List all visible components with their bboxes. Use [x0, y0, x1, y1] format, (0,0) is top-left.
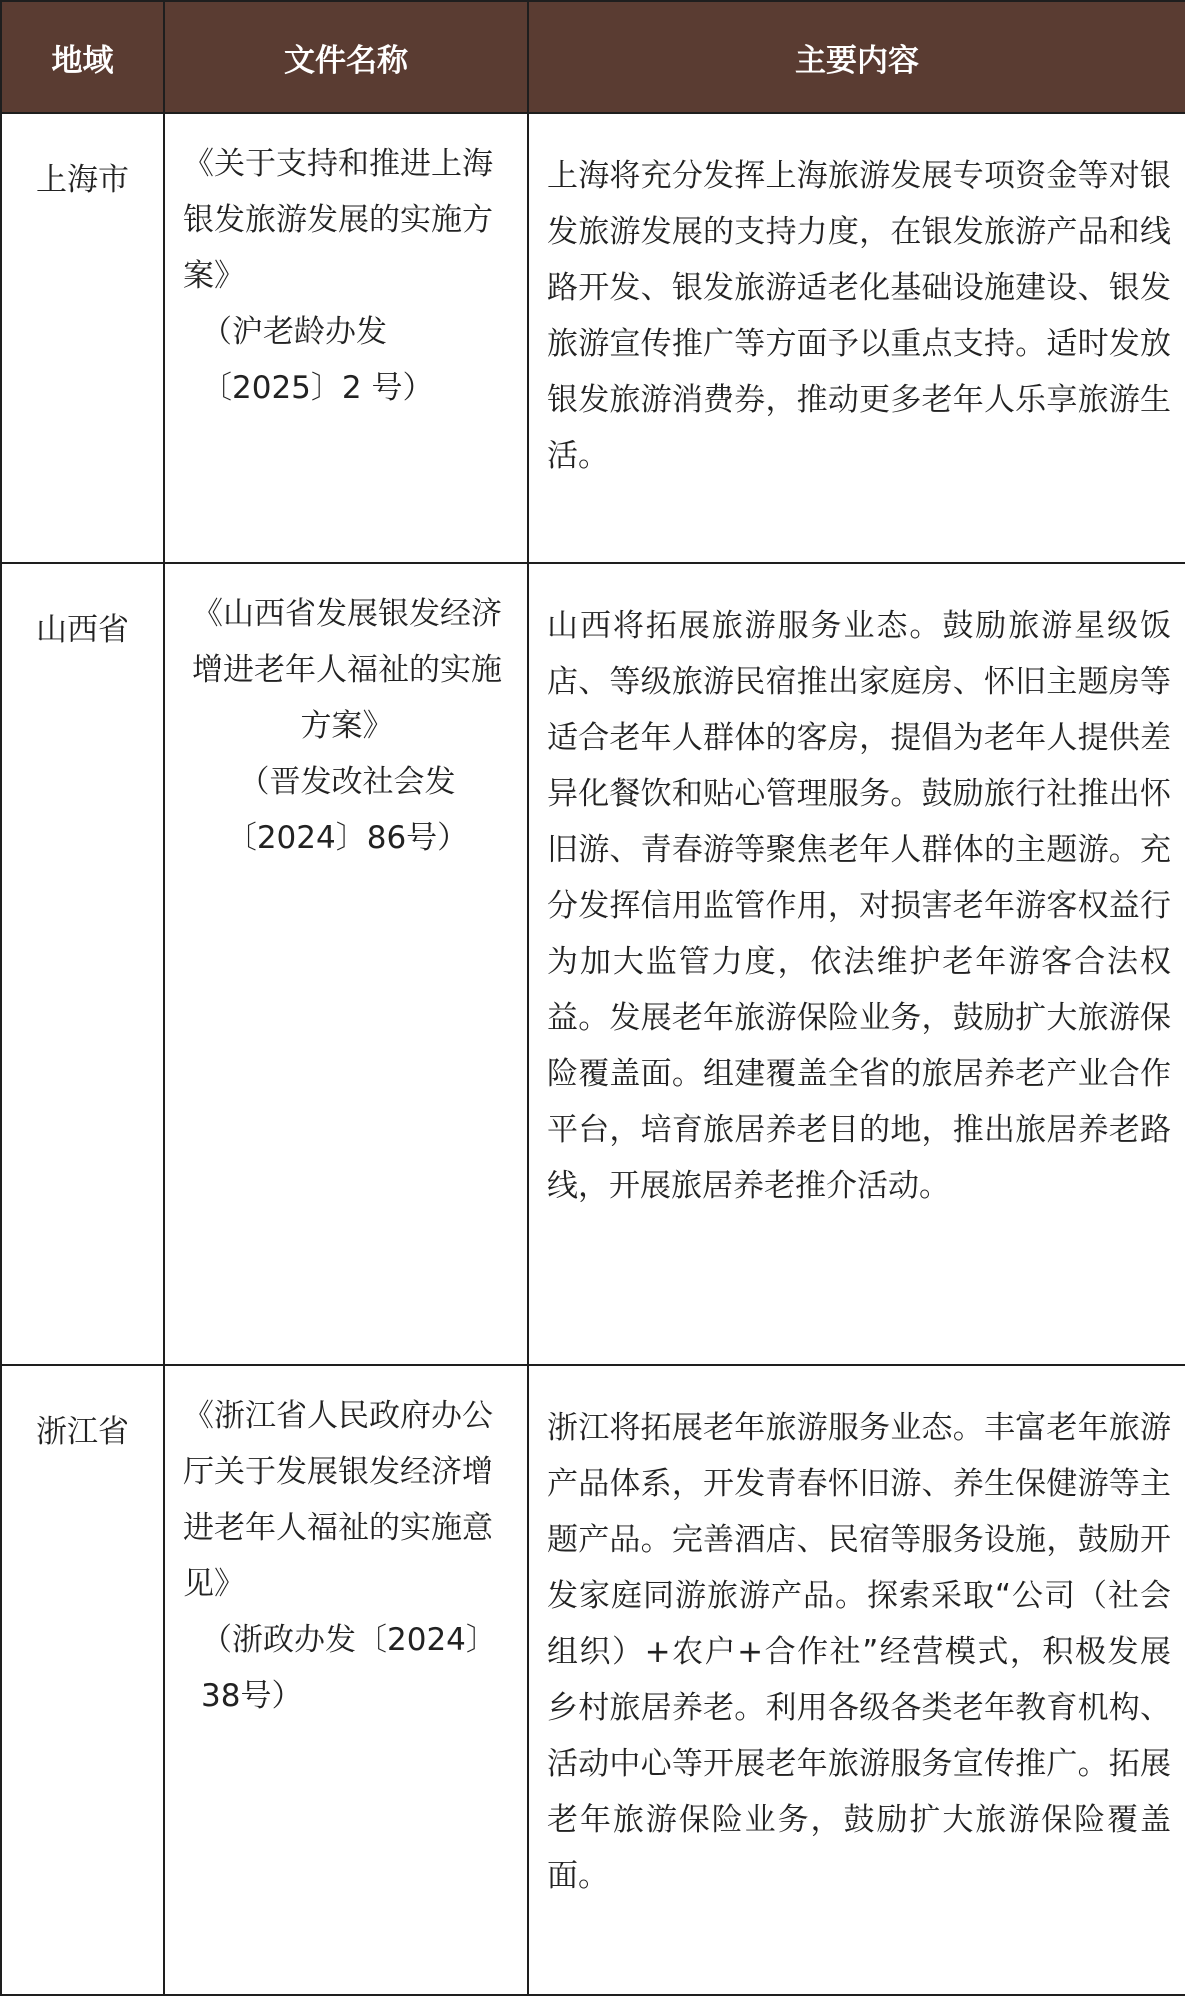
header-row	[1, 1, 1185, 113]
document-title: 《浙江省人民政府办公厅关于发展银发经济增进老年人福祉的实施意见》	[183, 1398, 493, 1602]
table-row	[1, 113, 1185, 563]
region-cell: 上海市	[1, 113, 164, 563]
table-row	[1, 563, 1185, 1365]
table-body	[1, 113, 1185, 1995]
document-number: （晋发改社会发〔2024〕86号）	[225, 764, 469, 856]
table-header	[1, 1, 1185, 113]
content-cell: 上海将充分发挥上海旅游发展专项资金等对银发旅游发展的支持力度，在银发旅游产品和线路开发、银发旅游适老化基础设施建设、银发旅游宣传推广等方面予以重点支持。适时发放银发旅游消费券，推动更多老年人乐享旅游生活。	[528, 113, 1185, 563]
header-document: 文件名称	[164, 1, 528, 113]
content-cell: 山西将拓展旅游服务业态。鼓励旅游星级饭店、等级旅游民宿推出家庭房、怀旧主题房等适合老年人群体的客房，提倡为老年人提供差异化餐饮和贴心管理服务。鼓励旅行社推出怀旧游、青春游等聚焦老年人群体的主题游。充分发挥信用监管作用，对损害老年游客权益行为加大监管力度，依法维护老年游客合法权益。发展老年旅游保险业务，鼓励扩大旅游保险覆盖面。组建覆盖全省的旅居养老产业合作平台，培育旅居养老目的地，推出旅居养老路线，开展旅居养老推介活动。	[528, 563, 1185, 1365]
table-row	[1, 1365, 1185, 1995]
region-cell: 浙江省	[1, 1365, 164, 1995]
document-title: 《关于支持和推进上海银发旅游发展的实施方案》	[183, 146, 493, 294]
document-cell	[164, 113, 528, 563]
header-content: 主要内容	[528, 1, 1185, 113]
document-title: 《山西省发展银发经济增进老年人福祉的实施方案》	[192, 596, 502, 744]
content-cell: 浙江将拓展老年旅游服务业态。丰富老年旅游产品体系，开发青春怀旧游、养生保健游等主题产品。完善酒店、民宿等服务设施，鼓励开发家庭同游旅游产品。探索采取“公司（社会组织）+农户+合作社”经营模式，积极发展乡村旅居养老。利用各级各类老年教育机构、活动中心等开展老年旅游服务宣传推广。拓展老年旅游保险业务，鼓励扩大旅游保险覆盖面。	[528, 1365, 1185, 1995]
document-cell	[164, 563, 528, 1365]
document-cell	[164, 1365, 528, 1995]
document-number: （浙政办发〔2024〕38号）	[201, 1622, 497, 1714]
header-region: 地域	[1, 1, 164, 113]
document-number: （沪老龄办发〔2025〕2 号）	[201, 314, 434, 406]
region-cell: 山西省	[1, 563, 164, 1365]
